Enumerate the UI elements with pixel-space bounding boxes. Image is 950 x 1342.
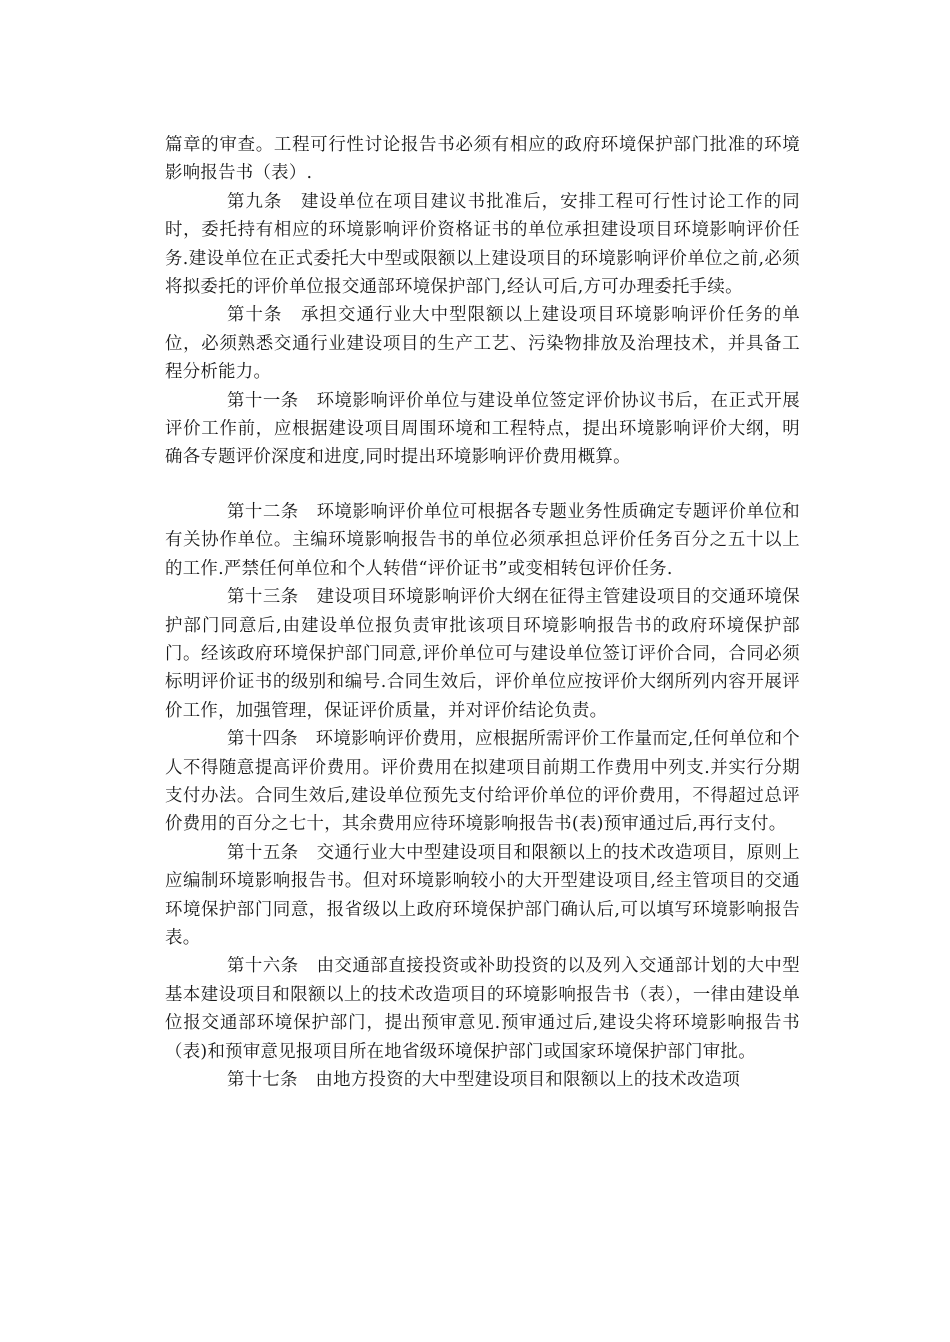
article-10-paragraph: 第十条 承担交通行业大中型限额以上建设项目环境影响评价任务的单位，必须熟悉交通行业建设项目的生产工艺、污染物排放及治理技术，并具备工程分析能力。 bbox=[165, 305, 800, 383]
article-17-paragraph: 第十七条 由地方投资的大中型建设项目和限额以上的技术改造项 bbox=[227, 1070, 741, 1090]
article-15-paragraph: 第十五条 交通行业大中型建设项目和限额以上的技术改造项目，原则上应编制环境影响报告书。但对环境影响较小的大开型建设项目,经主管项目的交通环境保护部门同意，报省级以上政府环境保护部门确认后,可以填写环境影响报告表。 bbox=[165, 842, 800, 948]
article-16-paragraph: 第十六条 由交通部直接投资或补助投资的以及列入交通部计划的大中型基本建设项目和限额以上的技术改造项目的环境影响报告书（表），一律由建设单位报交通部环境保护部门，提出预审意见.预审通过后,建设尖将环境影响报告书（表)和预审意见报项目所在地省级环境保护部门或国家环境保护部门审批。 bbox=[165, 956, 800, 1062]
article-13-paragraph: 第十三条 建设项目环境影响评价大纲在征得主管建设项目的交通环境保护部门同意后,由建设单位报负责审批该项目环境影响报告书的政府环境保护部门。经该政府环境保护部门同意,评价单位可与建设单位签订评价合同，合同必须标明评价证书的级别和编号.合同生效后，评价单位应按评价大纲所列内容开展评价工作，加强管理，保证评价质量，并对评价结论负责。 bbox=[165, 587, 800, 721]
paragraph-continuation: 篇章的审查。工程可行性讨论报告书必须有相应的政府环境保护部门批准的环境影响报告书（表）. bbox=[165, 135, 800, 184]
article-9-paragraph: 第九条 建设单位在项目建议书批准后，安排工程可行性讨论工作的同时，委托持有相应的环境影响评价资格证书的单位承担建设项目环境影响评价任务.建设单位在正式委托大中型或限额以上建设项目的环境影响评价单位之前,必须将拟委托的评价单位报交通部环境保护部门,经认可后,方可办理委托手续。 bbox=[165, 191, 800, 298]
article-11-paragraph: 第十一条 环境影响评价单位与建设单位签定评价协议书后，在正式开展评价工作前，应根据建设项目周围环境和工程特点，提出环境影响评价大纲，明确各专题评价深度和进度,同时提出环境影响评价费用概算。 bbox=[165, 390, 800, 468]
article-12-paragraph: 第十二条 环境影响评价单位可根据各专题业务性质确定专题评价单位和有关协作单位。主编环境影响报告书的单位必须承担总评价任务百分之五十以上的工作.严禁任何单位和个人转借“评价证书”或变相转包评价任务. bbox=[165, 501, 800, 579]
document-body bbox=[165, 131, 800, 1094]
article-14-paragraph: 第十四条 环境影响评价费用，应根据所需评价工作量而定,任何单位和个人不得随意提高评价费用。评价费用在拟建项目前期工作费用中列支.并实行分期支付办法。合同生效后,建设单位预先支付给评价单位的评价费用，不得超过总评价费用的百分之七十，其余费用应待环境影响报告书(表)预审通过后,再行支付。 bbox=[165, 729, 800, 835]
